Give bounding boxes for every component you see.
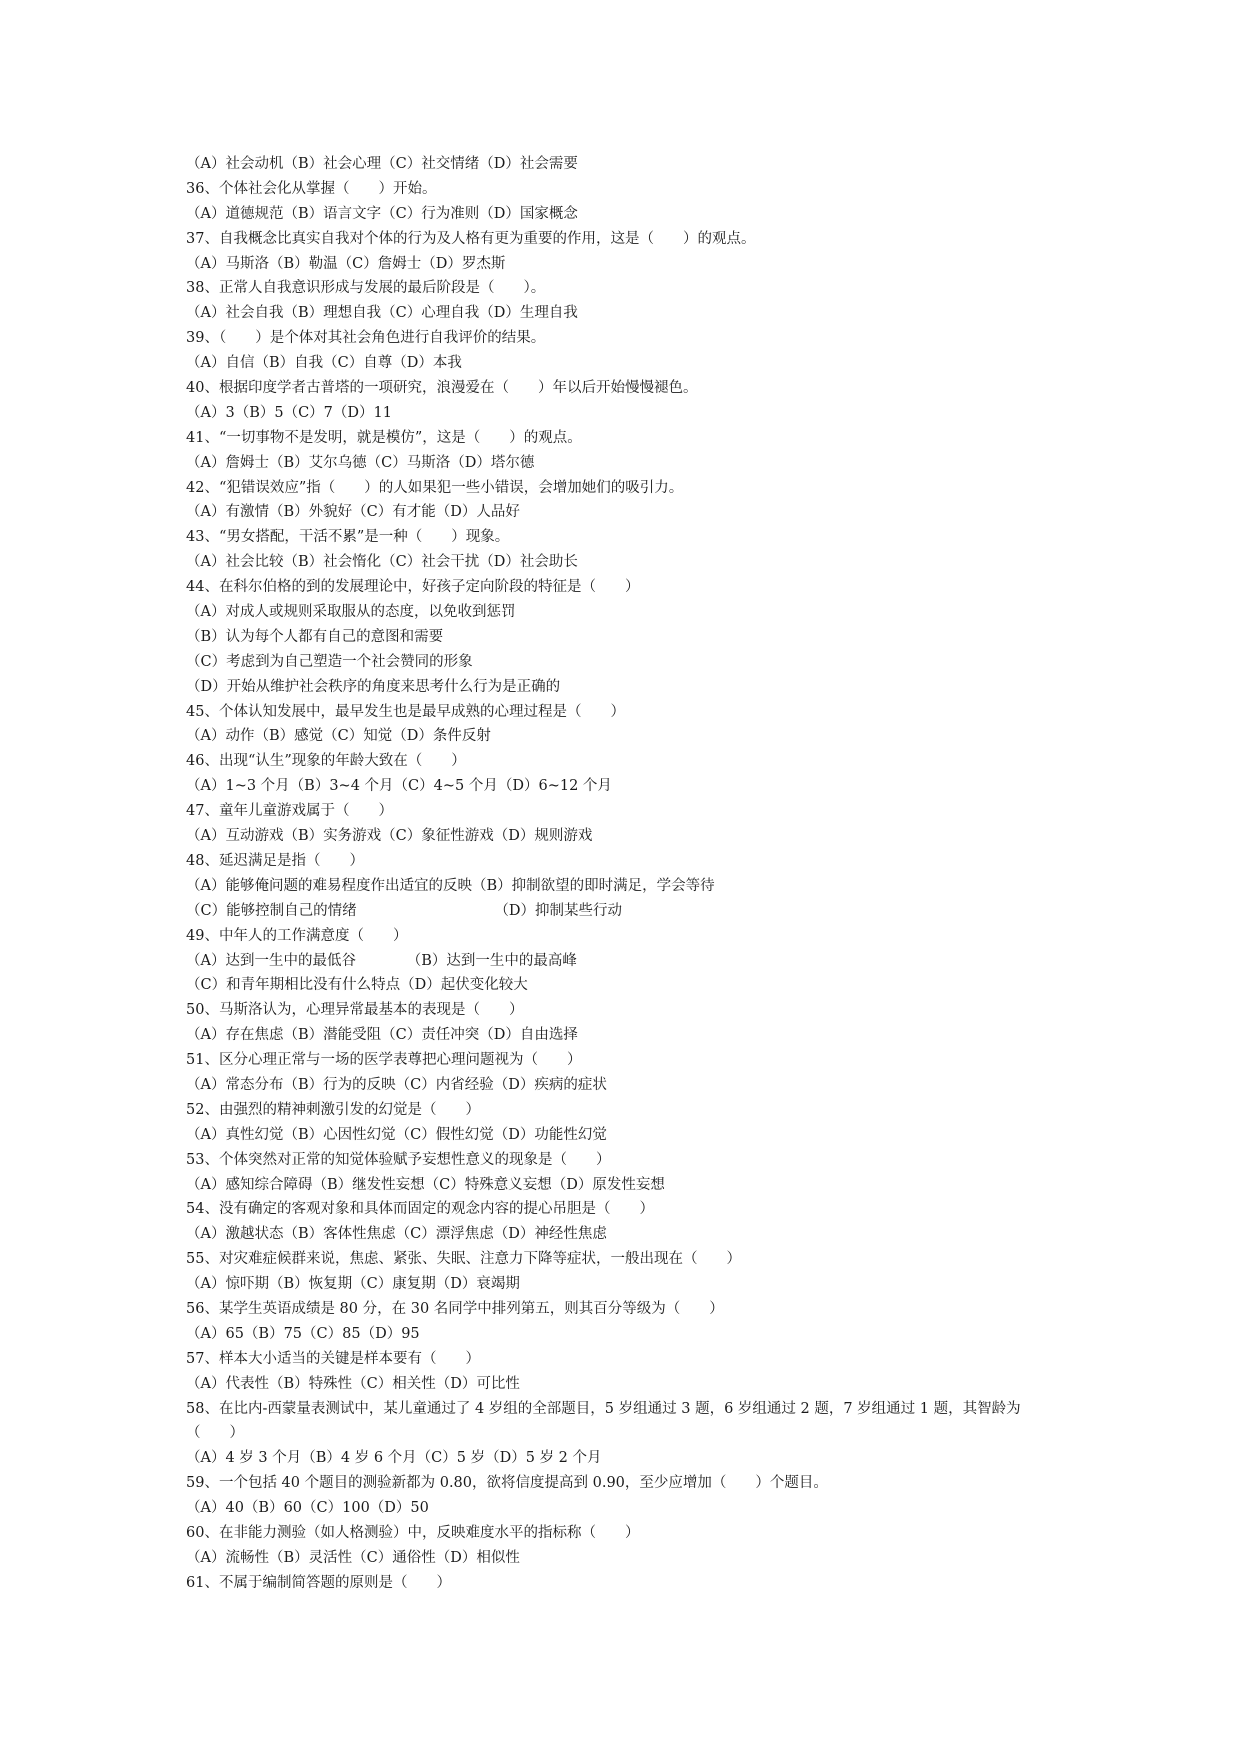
option-line: （A）道德规范（B）语言文字（C）行为准则（D）国家概念 xyxy=(186,205,578,222)
question-line: 50、马斯洛认为，心理异常最基本的表现是（ ） xyxy=(186,1002,524,1019)
option-line: （D）开始从维护社会秩序的角度来思考什么行为是正确的 xyxy=(186,678,561,695)
option-line: （C）能够控制自己的情绪 （D）抑制某些行动 xyxy=(186,902,622,919)
question-line: 42、“犯错误效应”指（ ）的人如果犯一些小错误，会增加她们的吸引力。 xyxy=(186,479,684,496)
question-line: 58、在比内-西蒙量表测试中，某儿童通过了 4 岁组的全部题目，5 岁组通过 3 题，6 岁组通过 2 题，7 岁组通过 1 题，其智龄为 xyxy=(186,1400,1021,1417)
option-line: （A）詹姆士（B）艾尔乌德（C）马斯洛（D）塔尔德 xyxy=(186,454,535,471)
option-line: （A）社会比较（B）社会惰化（C）社会干扰（D）社会助长 xyxy=(186,554,578,571)
option-line: （A）马斯洛（B）勒温（C）詹姆士（D）罗杰斯 xyxy=(186,255,506,272)
option-line: （A）流畅性（B）灵活性（C）通俗性（D）相似性 xyxy=(186,1549,520,1566)
option-line: （A）惊吓期（B）恢复期（C）康复期（D）衰竭期 xyxy=(186,1276,520,1293)
question-line: 38、正常人自我意识形成与发展的最后阶段是（ ）。 xyxy=(186,280,546,297)
option-line: （A）达到一生中的最低谷 （B）达到一生中的最高峰 xyxy=(186,952,577,969)
option-line: （A）激越状态（B）客体性焦虑（C）漂浮焦虑（D）神经性焦虑 xyxy=(186,1226,607,1243)
option-line: （A）存在焦虑（B）潜能受阻（C）责任冲突（D）自由选择 xyxy=(186,1027,578,1044)
question-line: 36、个体社会化从掌握（ ）开始。 xyxy=(186,180,437,197)
question-line: 59、一个包括 40 个题目的测验新都为 0.80，欲将信度提高到 0.90，至少应增加（ ）个题目。 xyxy=(186,1475,828,1492)
option-line: （A）4 岁 3 个月（B）4 岁 6 个月（C）5 岁（D）5 岁 2 个月 xyxy=(186,1450,602,1467)
option-line: （A）动作（B）感觉（C）知觉（D）条件反射 xyxy=(186,728,491,745)
option-line: （A）对成人或规则采取服从的态度，以免收到惩罚 xyxy=(186,604,516,621)
question-line: 51、区分心理正常与一场的医学表尊把心理问题视为（ ） xyxy=(186,1052,582,1069)
option-line: （A）代表性（B）特殊性（C）相关性（D）可比性 xyxy=(186,1375,520,1392)
question-line: 56、某学生英语成绩是 80 分，在 30 名同学中排列第五，则其百分等级为（ ） xyxy=(186,1300,724,1317)
option-line: （A）能够俺问题的难易程度作出适宜的反映（B）抑制欲望的即时满足，学会等待 xyxy=(186,877,715,894)
question-line: 48、延迟满足是指（ ） xyxy=(186,852,364,869)
option-line: （A）感知综合障碍（B）继发性妄想（C）特殊意义妄想（D）原发性妄想 xyxy=(186,1176,665,1193)
question-line: 55、对灾难症候群来说，焦虑、紧张、失眠、注意力下降等症状，一般出现在（ ） xyxy=(186,1251,741,1268)
question-line: 52、由强烈的精神刺激引发的幻觉是（ ） xyxy=(186,1101,480,1118)
document-body xyxy=(186,152,1086,1596)
option-line: （A）社会动机（B）社会心理（C）社交情绪（D）社会需要 xyxy=(186,156,578,172)
question-line: 46、出现“认生”现象的年龄大致在（ ） xyxy=(186,753,466,770)
question-line: 40、根据印度学者古普塔的一项研究，浪漫爱在（ ）年以后开始慢慢褪色。 xyxy=(186,380,698,397)
question-line: 60、在非能力测验（如人格测验）中，反映难度水平的指标称（ ） xyxy=(186,1524,640,1541)
option-line: （A）有激情（B）外貌好（C）有才能（D）人品好 xyxy=(186,504,520,521)
question-line: 57、样本大小适当的关键是样本要有（ ） xyxy=(186,1350,480,1367)
option-line: （B）认为每个人都有自己的意图和需要 xyxy=(186,628,444,645)
question-line: 39、（ ）是个体对其社会角色进行自我评价的结果。 xyxy=(186,330,546,347)
option-line: （A）3（B）5（C）7（D）11 xyxy=(186,404,392,421)
question-line: 61、不属于编制简答题的原则是（ ） xyxy=(186,1574,451,1591)
option-line: （C）和青年期相比没有什么特点（D）起伏变化较大 xyxy=(186,977,528,994)
option-line: （A）自信（B）自我（C）自尊（D）本我 xyxy=(186,355,462,372)
question-line: 54、没有确定的客观对象和具体而固定的观念内容的提心吊胆是（ ） xyxy=(186,1201,654,1218)
question-line: （ ） xyxy=(186,1425,244,1442)
option-line: （A）常态分布（B）行为的反映（C）内省经验（D）疾病的症状 xyxy=(186,1076,607,1093)
question-line: 41、“一切事物不是发明，就是模仿”，这是（ ）的观点。 xyxy=(186,429,582,446)
option-line: （A）40（B）60（C）100（D）50 xyxy=(186,1500,429,1517)
option-line: （A）真性幻觉（B）心因性幻觉（C）假性幻觉（D）功能性幻觉 xyxy=(186,1126,607,1143)
question-line: 45、个体认知发展中，最早发生也是最早成熟的心理过程是（ ） xyxy=(186,703,625,720)
option-line: （A）65（B）75（C）85（D）95 xyxy=(186,1325,420,1342)
question-line: 44、在科尔伯格的到的发展理论中，好孩子定向阶段的特征是（ ） xyxy=(186,579,640,596)
question-line: 43、“男女搭配，干活不累”是一种（ ）现象。 xyxy=(186,529,510,546)
question-line: 49、中年人的工作满意度（ ） xyxy=(186,927,408,944)
question-line: 47、童年儿童游戏属于（ ） xyxy=(186,803,393,820)
question-line: 53、个体突然对正常的知觉体验赋予妄想性意义的现象是（ ） xyxy=(186,1151,611,1168)
option-line: （A）互动游戏（B）实务游戏（C）象征性游戏（D）规则游戏 xyxy=(186,828,593,845)
question-line: 37、自我概念比真实自我对个体的行为及人格有更为重要的作用，这是（ ）的观点。 xyxy=(186,230,756,247)
option-line: （A）社会自我（B）理想自我（C）心理自我（D）生理自我 xyxy=(186,305,578,322)
option-line: （C）考虑到为自己塑造一个社会赞同的形象 xyxy=(186,653,473,670)
option-line: （A）1~3 个月（B）3~4 个月（C）4~5 个月（D）6~12 个月 xyxy=(186,778,612,795)
